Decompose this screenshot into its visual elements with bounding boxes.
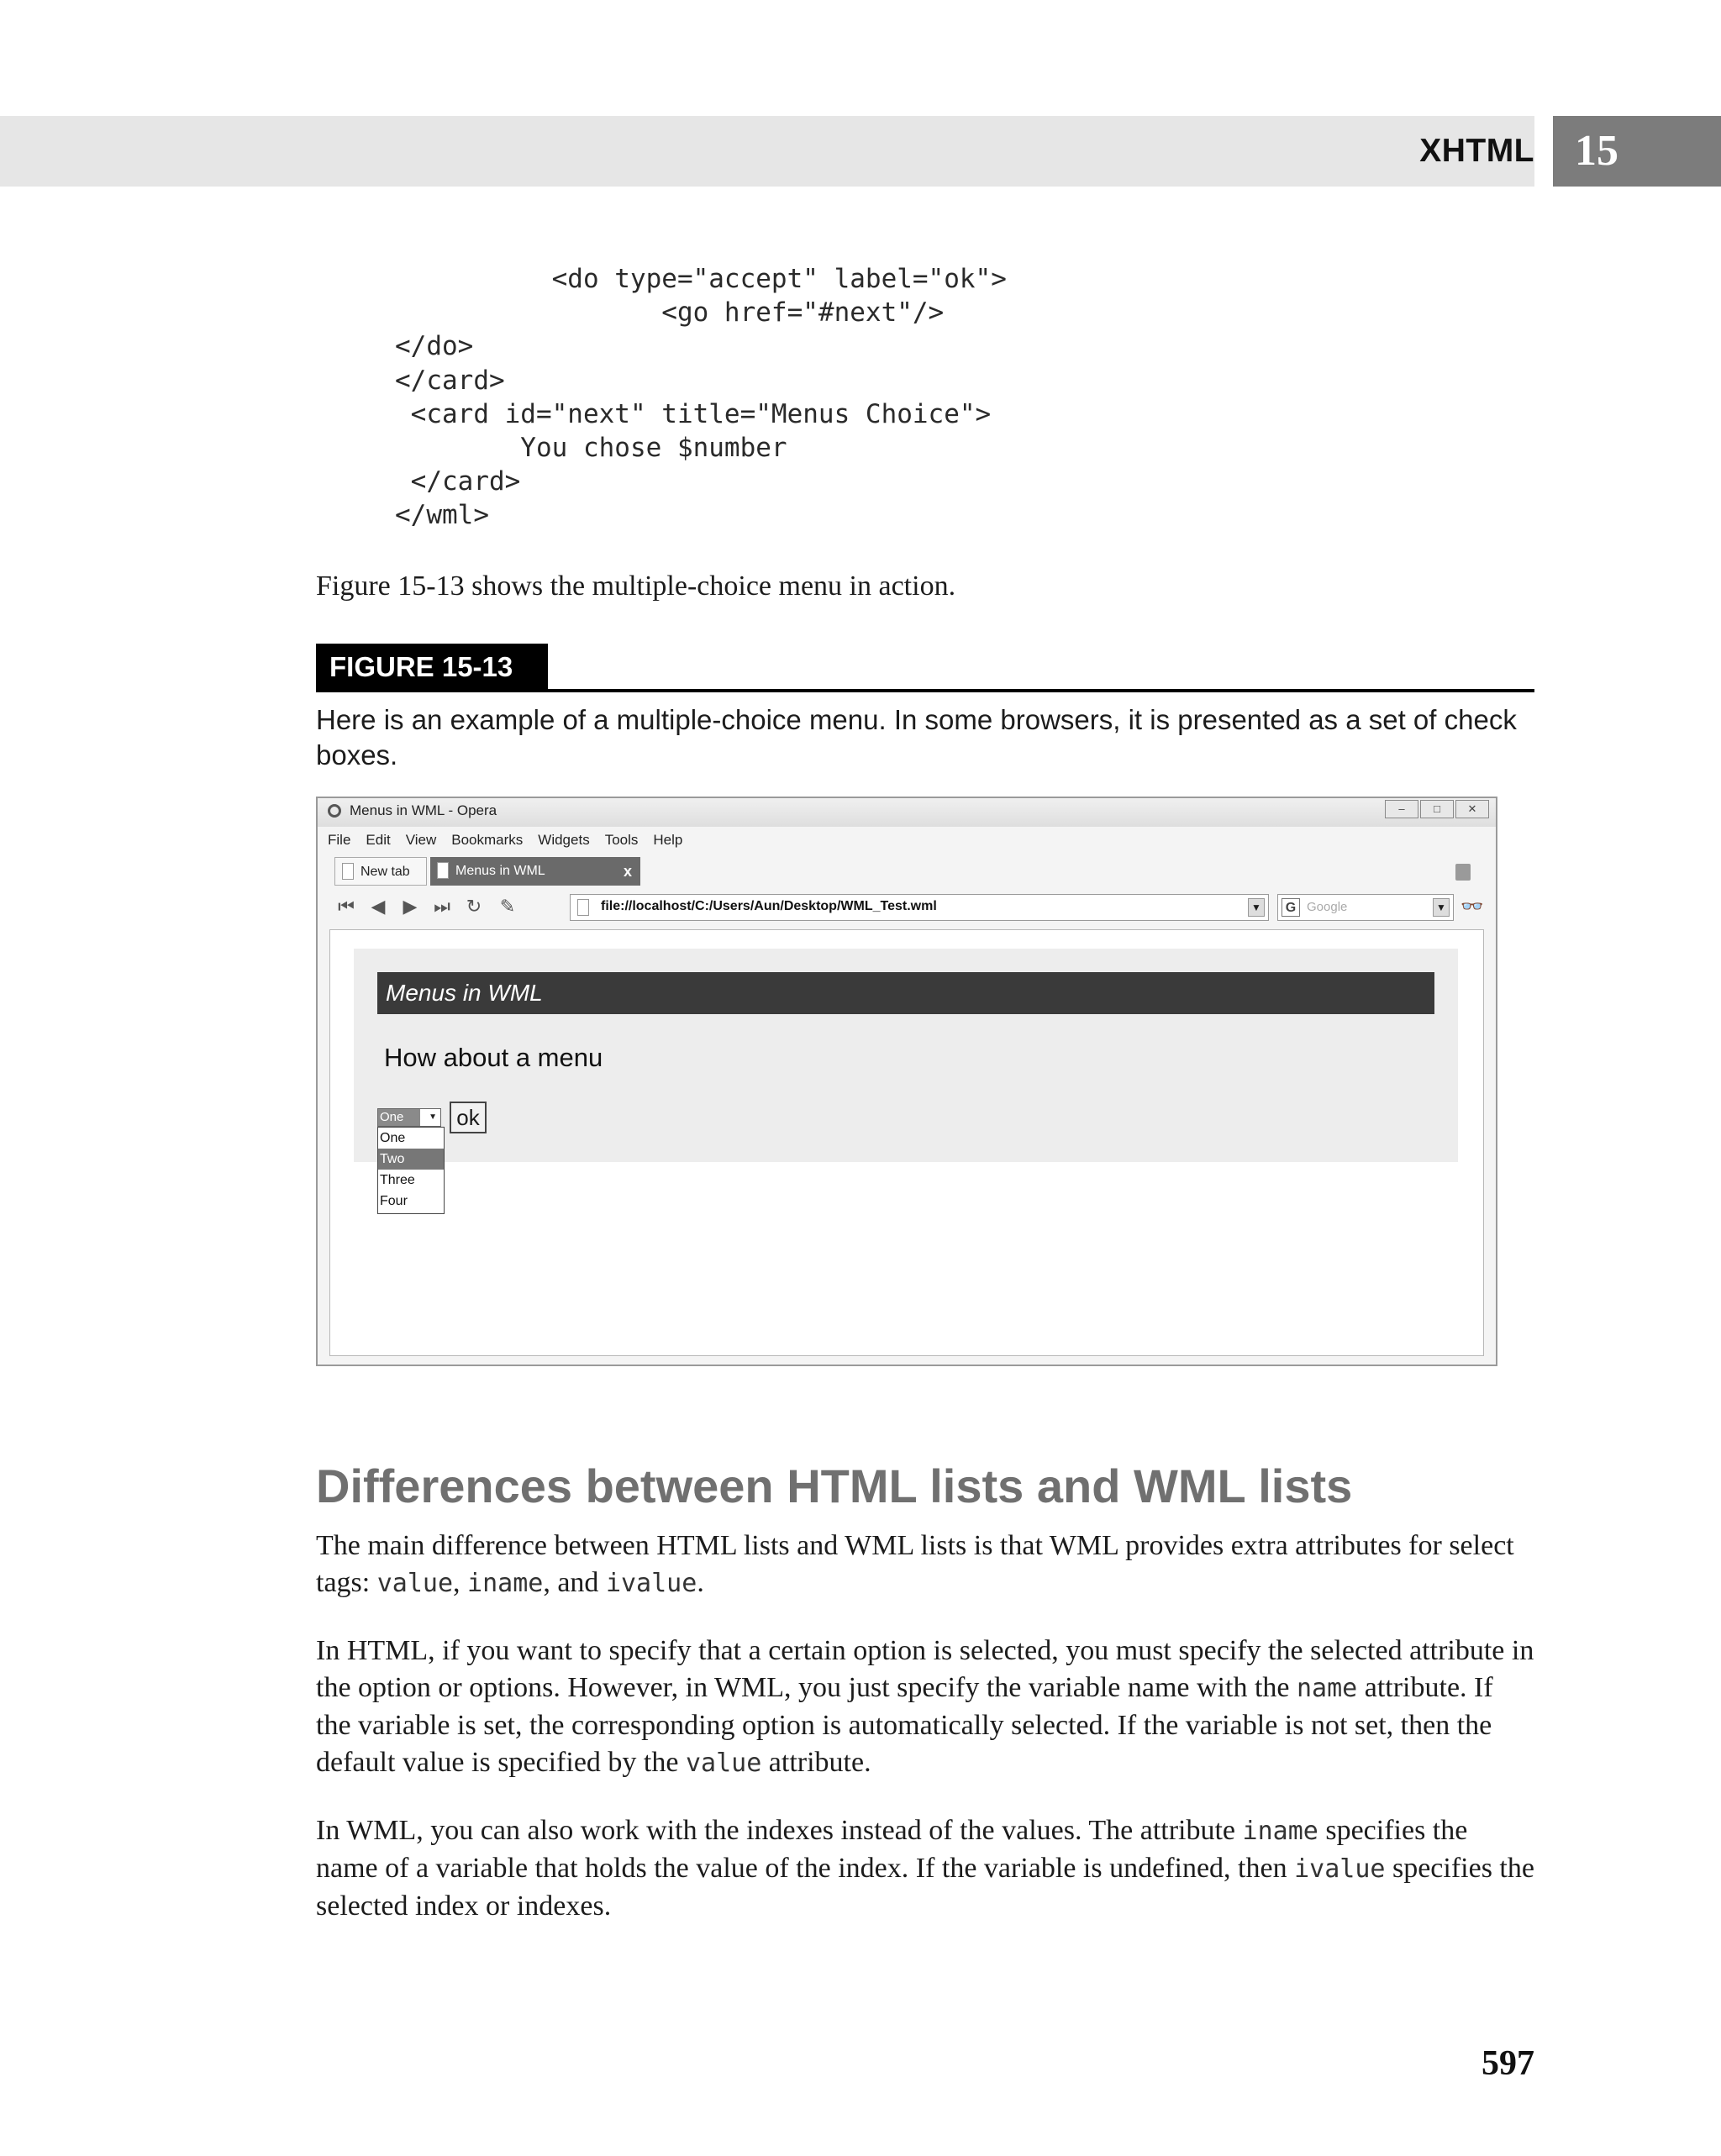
code-listing: [395, 262, 1007, 533]
page-number: 597: [1482, 2044, 1534, 2083]
ok-button[interactable]: ok: [450, 1102, 487, 1133]
menu-view[interactable]: View: [405, 832, 437, 848]
opera-logo-icon: [328, 804, 341, 818]
tab-menus-in-wml[interactable]: [430, 857, 640, 886]
back-icon[interactable]: ◀: [371, 896, 386, 917]
window-title: Menus in WML - Opera: [350, 802, 497, 818]
page-icon: [342, 863, 354, 880]
code-value: value: [376, 1569, 454, 1598]
chapter-number-tab: 15: [1553, 116, 1721, 187]
option-two[interactable]: Two: [378, 1149, 444, 1170]
maximize-button[interactable]: □: [1420, 800, 1454, 818]
text-run: .: [697, 1567, 704, 1598]
text-run: attribute.: [761, 1747, 871, 1778]
glasses-icon[interactable]: 👓: [1460, 896, 1484, 917]
menu-bookmarks[interactable]: Bookmarks: [451, 832, 524, 848]
text-run: specifies the name of a variable that holds the value of the index. If the variable is undefined, then: [316, 1815, 1468, 1884]
card-question: How about a menu: [384, 1043, 603, 1072]
section-heading: Differences between HTML lists and WML lists: [316, 1459, 1353, 1512]
code-ivalue: ivalue: [605, 1569, 697, 1598]
minimize-button[interactable]: –: [1385, 800, 1418, 818]
figure-label: FIGURE 15-13: [316, 644, 548, 691]
wand-icon[interactable]: ✎: [499, 896, 516, 917]
chevron-down-icon[interactable]: ▼: [1433, 898, 1450, 917]
text-run: In HTML, if you want to specify that a certain option is selected, you must specify the selected attribute in the option or options. However, in WML, you just specify the variable name with the: [316, 1635, 1534, 1703]
code-iname: iname: [467, 1569, 544, 1598]
code-iname: iname: [1242, 1817, 1318, 1846]
chevron-down-icon[interactable]: ▼: [1248, 898, 1265, 917]
text-run: , and: [543, 1567, 606, 1598]
running-head: XHTML: [1419, 133, 1534, 169]
code-line: <do type="accept" label="ok">: [395, 264, 1007, 294]
tab-new[interactable]: [334, 857, 427, 886]
code-line: </card>: [395, 365, 505, 396]
tab-bar: [328, 857, 1487, 887]
forward-icon[interactable]: ▶: [403, 896, 418, 917]
tab-active-label: Menus in WML: [455, 864, 545, 878]
text-run: The main difference between HTML lists and WML lists is that WML provides extra attributes for select tags:: [316, 1530, 1514, 1598]
menu-edit[interactable]: Edit: [366, 832, 391, 848]
window-controls: [1385, 800, 1489, 818]
intro-paragraph: Figure 15-13 shows the multiple-choice menu in action.: [316, 571, 956, 602]
code-name: name: [1297, 1674, 1358, 1703]
tab-new-label: New tab: [361, 865, 410, 879]
card-title: Menus in WML: [377, 972, 1434, 1014]
text-run: ,: [453, 1567, 468, 1598]
text-run: In WML, you can also work with the indexes instead of the values. The attribute: [316, 1815, 1243, 1846]
paragraph-2: [316, 1633, 1534, 1782]
menu-tools[interactable]: Tools: [604, 832, 639, 848]
trash-icon[interactable]: [1455, 864, 1471, 881]
title-bar: [318, 798, 1496, 827]
paragraph-1: [316, 1528, 1534, 1602]
code-line: <go href="#next"/>: [395, 297, 945, 329]
text-run: specifies the selected index or indexes.: [316, 1853, 1534, 1922]
number-select[interactable]: [377, 1108, 441, 1127]
menu-bar: [328, 832, 682, 849]
select-value: One: [378, 1109, 420, 1126]
chevron-down-icon: ▼: [429, 1112, 437, 1122]
close-tab-icon[interactable]: x: [623, 863, 632, 880]
fast-forward-icon[interactable]: ⏭: [434, 896, 450, 917]
nav-toolbar: [328, 891, 1487, 924]
page-icon: [437, 862, 449, 879]
option-one[interactable]: One: [380, 1131, 406, 1145]
figure-caption: Here is an example of a multiple-choice menu. In some browsers, it is presented as a set of check boxes.: [316, 704, 1517, 770]
close-window-button[interactable]: ✕: [1455, 800, 1489, 818]
google-icon: G: [1282, 898, 1300, 917]
code-line: You chose $number: [395, 433, 787, 464]
address-text: file://localhost/C:/Users/Aun/Desktop/WML_Test.wml: [601, 899, 937, 913]
code-line: </card>: [395, 466, 521, 497]
figure-rule: [316, 689, 1534, 692]
page-icon: [577, 899, 589, 916]
menu-file[interactable]: File: [328, 832, 351, 848]
code-ivalue: ivalue: [1294, 1854, 1386, 1884]
option-three[interactable]: Three: [380, 1173, 415, 1187]
menu-widgets[interactable]: Widgets: [538, 832, 590, 848]
header-band: [0, 116, 1534, 187]
search-placeholder: Google: [1307, 900, 1348, 914]
text-run: attribute. If the variable is set, the corresponding option is automatically selected. If the variable is not set, then the default value is specified by the: [316, 1672, 1493, 1778]
menu-help[interactable]: Help: [653, 832, 683, 848]
paragraph-3: [316, 1812, 1534, 1925]
page-viewport: [329, 929, 1484, 1356]
option-four[interactable]: Four: [380, 1194, 408, 1208]
code-line: <card id="next" title="Menus Choice">: [395, 398, 992, 429]
code-line: </do>: [395, 331, 474, 362]
code-value: value: [685, 1748, 762, 1778]
code-line: </wml>: [395, 500, 489, 531]
search-input[interactable]: [1277, 894, 1454, 921]
reload-icon[interactable]: ↻: [466, 896, 482, 917]
browser-screenshot: [316, 797, 1497, 1366]
select-options-list: [377, 1127, 445, 1214]
address-bar[interactable]: [570, 894, 1269, 921]
rewind-icon[interactable]: ⏮: [338, 896, 355, 917]
wml-card: [354, 949, 1458, 1208]
